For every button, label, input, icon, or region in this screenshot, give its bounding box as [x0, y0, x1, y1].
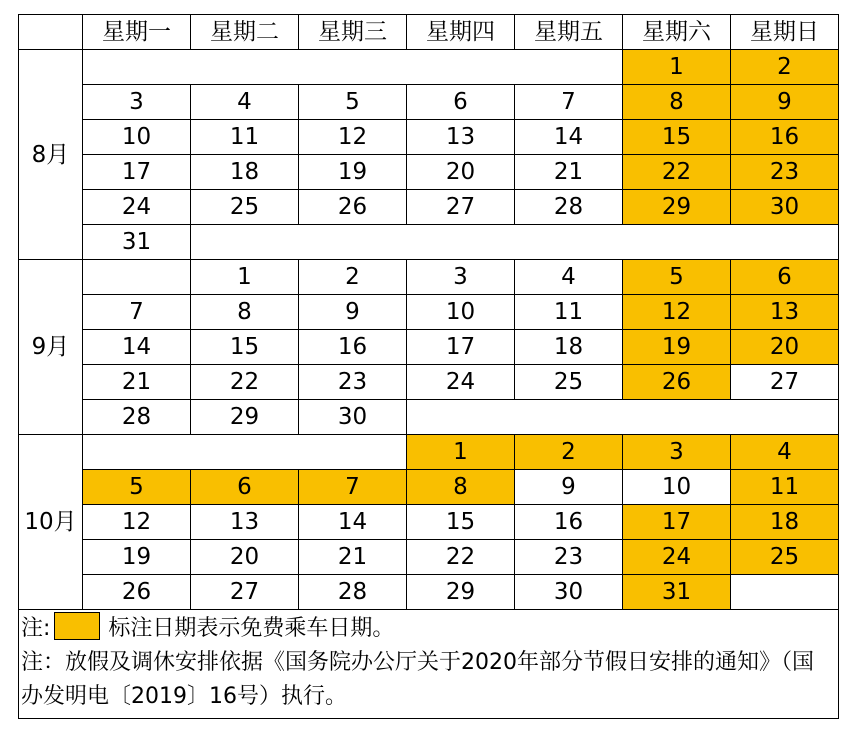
day-cell: 19 — [83, 540, 191, 575]
empty-cell — [407, 400, 839, 435]
month-label: 8月 — [19, 50, 83, 260]
free-ride-day-cell: 17 — [623, 505, 731, 540]
day-cell: 25 — [191, 190, 299, 225]
free-ride-day-cell: 16 — [731, 120, 839, 155]
day-cell: 24 — [407, 365, 515, 400]
week-row — [19, 120, 839, 155]
day-cell: 29 — [191, 400, 299, 435]
free-ride-day-cell: 6 — [731, 260, 839, 295]
empty-cell — [731, 575, 839, 610]
week-row — [19, 330, 839, 365]
free-ride-day-cell: 5 — [83, 470, 191, 505]
free-ride-day-cell: 7 — [299, 470, 407, 505]
week-row — [19, 190, 839, 225]
day-cell: 8 — [191, 295, 299, 330]
week-row — [19, 435, 839, 470]
free-ride-day-cell: 26 — [623, 365, 731, 400]
free-ride-day-cell: 12 — [623, 295, 731, 330]
day-cell: 31 — [83, 225, 191, 260]
day-cell: 17 — [407, 330, 515, 365]
empty-cell — [83, 50, 623, 85]
day-cell: 11 — [515, 295, 623, 330]
free-ride-day-cell: 20 — [731, 330, 839, 365]
free-ride-day-cell: 5 — [623, 260, 731, 295]
day-cell: 23 — [299, 365, 407, 400]
day-cell: 3 — [407, 260, 515, 295]
day-cell: 28 — [83, 400, 191, 435]
legend-prefix: 注: — [21, 616, 51, 641]
month-label: 10月 — [19, 435, 83, 610]
weekday-header: 星期三 — [299, 15, 407, 50]
free-ride-day-cell: 31 — [623, 575, 731, 610]
free-ride-day-cell: 23 — [731, 155, 839, 190]
day-cell: 10 — [407, 295, 515, 330]
free-ride-day-cell: 15 — [623, 120, 731, 155]
weekday-header: 星期四 — [407, 15, 515, 50]
free-ride-day-cell: 8 — [623, 85, 731, 120]
day-cell: 22 — [407, 540, 515, 575]
day-cell: 30 — [515, 575, 623, 610]
week-row — [19, 400, 839, 435]
day-cell: 30 — [299, 400, 407, 435]
free-ride-day-cell: 3 — [623, 435, 731, 470]
free-ride-day-cell: 2 — [515, 435, 623, 470]
day-cell: 4 — [515, 260, 623, 295]
day-cell: 5 — [299, 85, 407, 120]
week-row — [19, 85, 839, 120]
day-cell: 28 — [299, 575, 407, 610]
month-label: 9月 — [19, 260, 83, 435]
day-cell: 18 — [515, 330, 623, 365]
day-cell: 1 — [191, 260, 299, 295]
day-cell: 22 — [191, 365, 299, 400]
free-ride-day-cell: 11 — [731, 470, 839, 505]
empty-cell — [83, 260, 191, 295]
day-cell: 2 — [299, 260, 407, 295]
free-ride-day-cell: 4 — [731, 435, 839, 470]
week-row — [19, 155, 839, 190]
notes-cell — [19, 610, 839, 719]
week-row — [19, 365, 839, 400]
corner-cell — [19, 15, 83, 50]
day-cell: 10 — [83, 120, 191, 155]
weekday-header: 星期一 — [83, 15, 191, 50]
day-cell: 6 — [407, 85, 515, 120]
week-row — [19, 575, 839, 610]
week-row — [19, 225, 839, 260]
calendar-body — [19, 50, 839, 610]
day-cell: 13 — [191, 505, 299, 540]
day-cell: 15 — [191, 330, 299, 365]
free-ride-day-cell: 6 — [191, 470, 299, 505]
day-cell: 14 — [299, 505, 407, 540]
free-ride-day-cell: 8 — [407, 470, 515, 505]
day-cell: 20 — [191, 540, 299, 575]
week-row — [19, 470, 839, 505]
free-ride-day-cell: 2 — [731, 50, 839, 85]
highlight-swatch — [54, 612, 100, 640]
day-cell: 27 — [191, 575, 299, 610]
weekday-header-row — [19, 15, 839, 50]
day-cell: 3 — [83, 85, 191, 120]
day-cell: 9 — [299, 295, 407, 330]
day-cell: 24 — [83, 190, 191, 225]
weekday-header: 星期六 — [623, 15, 731, 50]
day-cell: 21 — [515, 155, 623, 190]
day-cell: 21 — [83, 365, 191, 400]
day-cell: 27 — [731, 365, 839, 400]
calendar-table — [18, 14, 839, 719]
week-row — [19, 260, 839, 295]
day-cell: 28 — [515, 190, 623, 225]
day-cell: 23 — [515, 540, 623, 575]
free-ride-day-cell: 1 — [623, 50, 731, 85]
day-cell: 14 — [515, 120, 623, 155]
week-row — [19, 505, 839, 540]
day-cell: 12 — [83, 505, 191, 540]
day-cell: 7 — [515, 85, 623, 120]
day-cell: 9 — [515, 470, 623, 505]
day-cell: 19 — [299, 155, 407, 190]
day-cell: 25 — [515, 365, 623, 400]
free-ride-day-cell: 1 — [407, 435, 515, 470]
free-ride-day-cell: 13 — [731, 295, 839, 330]
empty-cell — [191, 225, 839, 260]
empty-cell — [83, 435, 407, 470]
day-cell: 4 — [191, 85, 299, 120]
legend-note — [21, 612, 834, 646]
week-row — [19, 50, 839, 85]
day-cell: 16 — [515, 505, 623, 540]
weekday-header: 星期日 — [731, 15, 839, 50]
day-cell: 20 — [407, 155, 515, 190]
day-cell: 26 — [83, 575, 191, 610]
day-cell: 15 — [407, 505, 515, 540]
day-cell: 26 — [299, 190, 407, 225]
free-ride-day-cell: 25 — [731, 540, 839, 575]
weekday-header: 星期二 — [191, 15, 299, 50]
free-ride-day-cell: 9 — [731, 85, 839, 120]
day-cell: 18 — [191, 155, 299, 190]
day-cell: 13 — [407, 120, 515, 155]
weekday-header: 星期五 — [515, 15, 623, 50]
free-ride-day-cell: 24 — [623, 540, 731, 575]
day-cell: 21 — [299, 540, 407, 575]
day-cell: 17 — [83, 155, 191, 190]
week-row — [19, 540, 839, 575]
day-cell: 7 — [83, 295, 191, 330]
free-ride-day-cell: 19 — [623, 330, 731, 365]
day-cell: 11 — [191, 120, 299, 155]
week-row — [19, 295, 839, 330]
notes-row — [19, 610, 839, 719]
day-cell: 29 — [407, 575, 515, 610]
day-cell: 14 — [83, 330, 191, 365]
day-cell: 27 — [407, 190, 515, 225]
free-ride-day-cell: 30 — [731, 190, 839, 225]
day-cell: 12 — [299, 120, 407, 155]
free-ride-day-cell: 29 — [623, 190, 731, 225]
legend-text: 标注日期表示免费乘车日期。 — [108, 616, 395, 641]
holiday-arrangement-note: 注：放假及调休安排依据《国务院办公厅关于2020年部分节假日安排的通知》（国办发明电〔2019〕16号）执行。 — [21, 650, 814, 709]
day-cell: 10 — [623, 470, 731, 505]
free-ride-day-cell: 18 — [731, 505, 839, 540]
day-cell: 16 — [299, 330, 407, 365]
free-ride-day-cell: 22 — [623, 155, 731, 190]
